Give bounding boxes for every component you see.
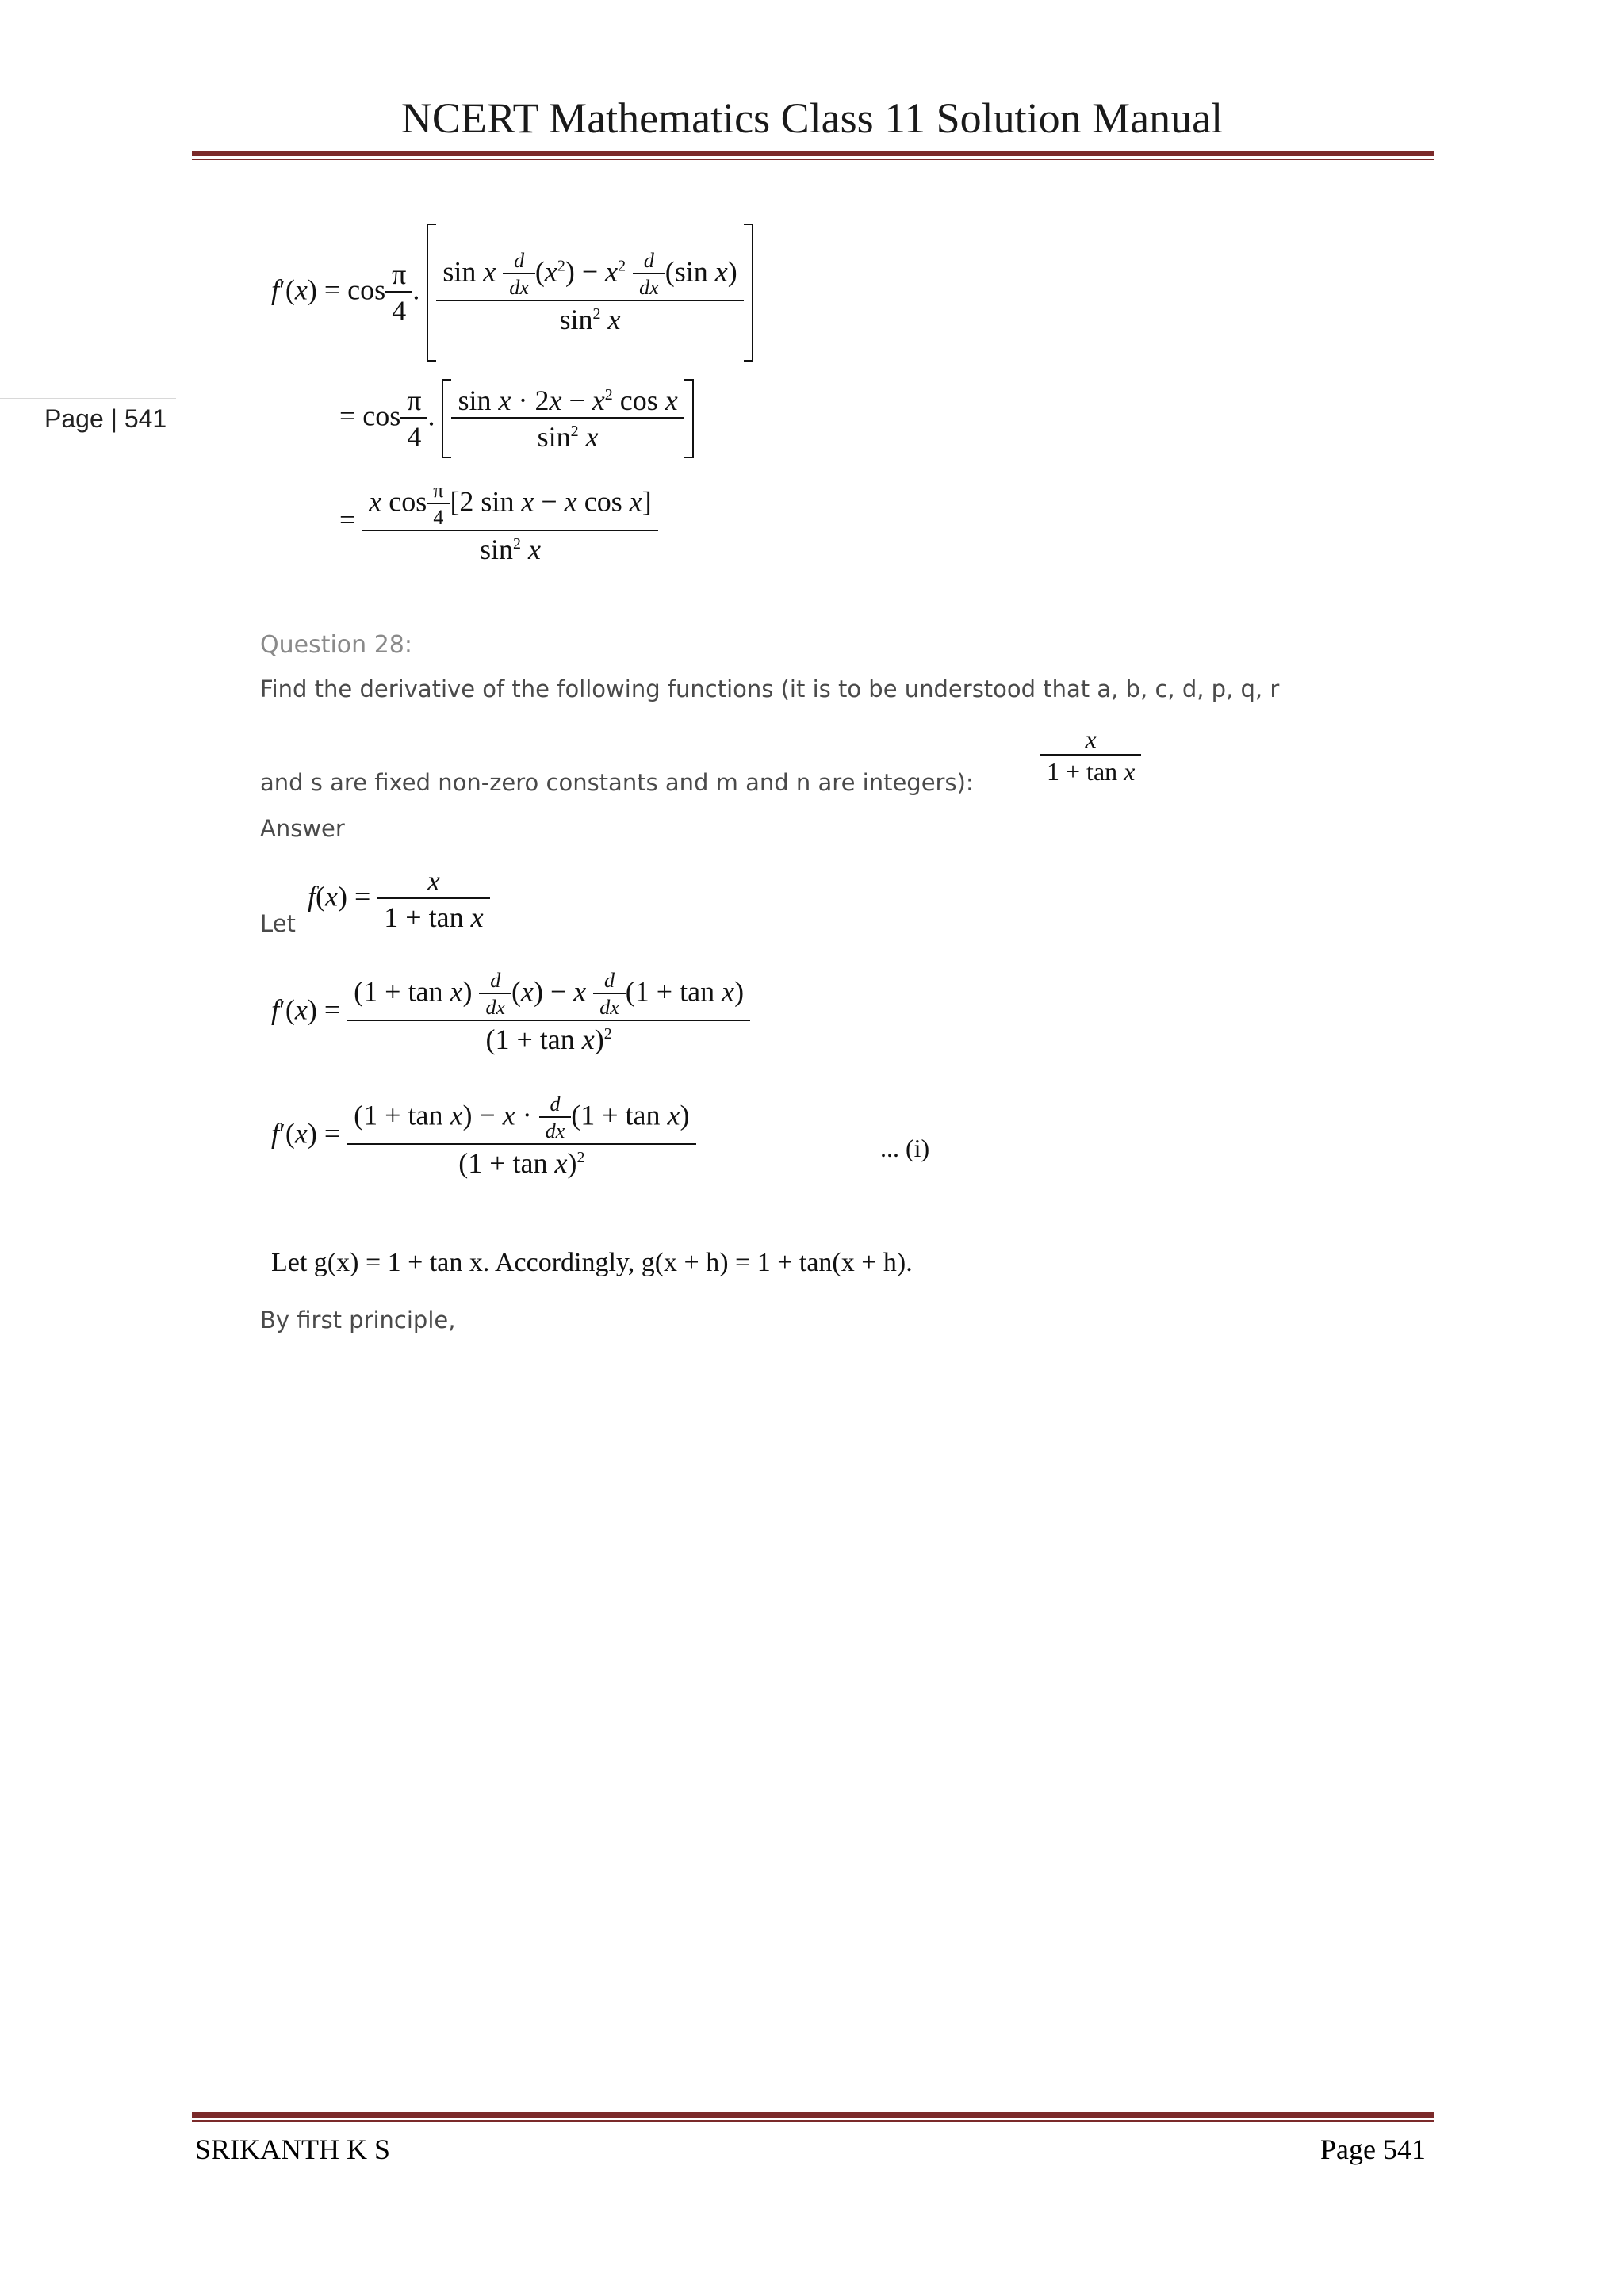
equation-quotient-simplified: f′(x) = (1 + tan x) − x · $\frac{d}{dx}$ (1 + tan x) $(1 + \tan x)^2$ <box>271 1093 696 1180</box>
footer-author: SRIKANTH K S <box>195 2133 391 2165</box>
footer-page-number: Page 541 <box>1320 2133 1426 2165</box>
document-header-title: NCERT Mathematics Class 11 Solution Manual <box>400 94 1224 142</box>
question-text-line1: Find the derivative of the following functions (it is to be understood that a, b, c, d, p, q, r <box>260 675 1280 702</box>
let-label: Let <box>260 910 296 937</box>
equation-quotient-rule: f′(x) = (1 + tan x) $\frac{d}{dx}$ (x) − x $\frac{d}{dx}$ (1 + tan x) $(1 + \tan x)^2$ <box>271 969 750 1056</box>
side-page-label: Page | 541 <box>44 404 167 433</box>
let-g-statement: Let g(x) = 1 + tan x. Accordingly, g(x + h) = 1 + tan(x + h). <box>271 1248 913 1277</box>
question-heading: Question 28: <box>260 631 412 659</box>
answer-label: Answer <box>260 815 345 842</box>
question-text-line2: and s are fixed non-zero constants and m and n are integers): <box>260 769 974 796</box>
question-function: $\frac{x}{\text{1 + tan x}}$ <box>1040 725 1141 786</box>
equation-tag: ... (i) <box>880 1134 930 1162</box>
equation-fprime-3: = x cos $\frac{\pi}{4}$ [2 sin x − x cos x] $\sin^2 x$ <box>339 479 658 566</box>
equation-f-definition: f(x) = $\frac{x}{\text{1 + tan x}}$ <box>308 864 490 934</box>
equation-fprime-2: = cos $\frac{\pi}{4}$ . $\frac{\sin x \cdot 2x - x^2 \cos x}{\sin^2 x}$ <box>339 379 694 458</box>
first-principle-text: By first principle, <box>260 1307 456 1334</box>
footer-rule <box>192 2112 1434 2122</box>
header-rule <box>192 151 1434 160</box>
equation-fprime-1: f′(x) = cos $\frac{\pi}{4}$ . sin x $\frac{d}{dx}$ $(x^2) - x^2$ $\frac{d}{dx}$ (sin x) $\sin^2 x$ <box>271 224 753 362</box>
side-divider <box>0 398 176 399</box>
